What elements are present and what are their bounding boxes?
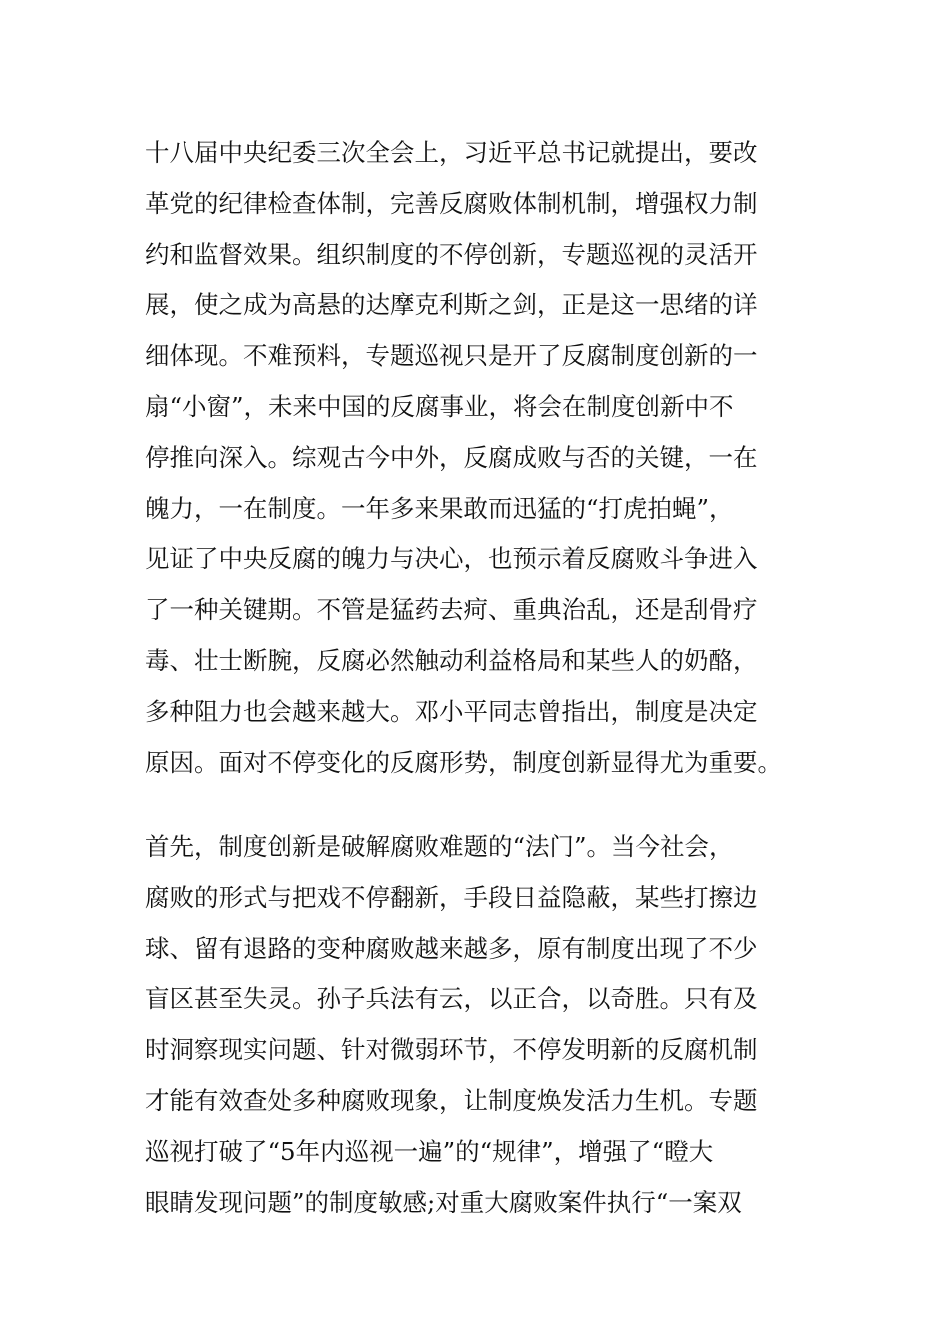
text-line: 扇“小窗”，未来中国的反腐事业，将会在制度创新中不	[145, 391, 734, 421]
text-line: 见证了中央反腐的魄力与决心，也预示着反腐败斗争进入	[145, 544, 758, 574]
text-line: 了一种关键期。不管是猛药去疴、重典治乱，还是刮骨疗	[145, 595, 758, 625]
text-line: 魄力，一在制度。一年多来果敢而迅猛的“打虎拍蝇”，	[145, 493, 734, 523]
paragraph-1	[145, 128, 817, 788]
text-line: 眼睛发现问题”的制度敏感;对重大腐败案件执行“一案双	[145, 1187, 742, 1217]
text-line: 球、留有退路的变种腐败越来越多，原有制度出现了不少	[145, 933, 758, 963]
text-line: 盲区甚至失灵。孙子兵法有云，以正合，以奇胜。只有及	[145, 984, 758, 1014]
text-line: 多种阻力也会越来越大。邓小平同志曾指出，制度是决定	[145, 696, 758, 726]
text-line: 腐败的形式与把戏不停翻新，手段日益隐蔽，某些打擦边	[145, 882, 758, 912]
text-line: 原因。面对不停变化的反腐形势，制度创新显得尤为重要。	[145, 747, 782, 777]
text-line: 毒、壮士断腕，反腐必然触动利益格局和某些人的奶酪，	[145, 645, 758, 675]
text-line: 细体现。不难预料，专题巡视只是开了反腐制度创新的一	[145, 341, 758, 371]
text-line: 约和监督效果。组织制度的不停创新，专题巡视的灵活开	[145, 239, 758, 269]
text-line: 十八届中央纪委三次全会上，习近平总书记就提出，要改	[145, 138, 758, 167]
text-line: 巡视打破了“5年内巡视一遍”的“规律”，增强了“瞪大	[145, 1136, 714, 1166]
text-line: 时洞察现实问题、针对微弱环节，不停发明新的反腐机制	[145, 1035, 758, 1065]
text-line: 首先，制度创新是破解腐败难题的“法门”。当今社会，	[145, 832, 734, 861]
text-line: 才能有效查处多种腐败现象，让制度焕发活力生机。专题	[145, 1085, 758, 1115]
paragraph-2	[145, 822, 817, 1228]
text-line: 停推向深入。综观古今中外，反腐成败与否的关键，一在	[145, 442, 758, 472]
text-line: 展，使之成为高悬的达摩克利斯之剑，正是这一思绪的详	[145, 290, 758, 320]
text-line: 革党的纪律检查体制，完善反腐败体制机制，增强权力制	[145, 188, 758, 218]
